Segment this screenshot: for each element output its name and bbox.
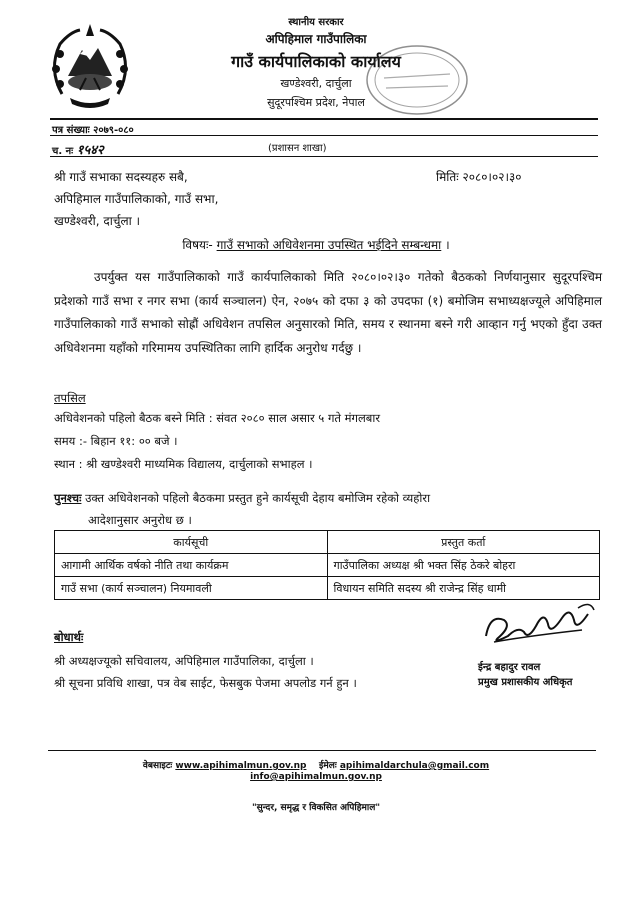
agenda-table-header <box>55 531 600 554</box>
addressee-line: श्री गाउँ सभाका सदस्यहरु सबै, <box>54 170 188 184</box>
presenter-column-header: प्रस्तुत कर्ता <box>327 531 600 554</box>
tapsil-heading: तपसिल <box>54 391 86 405</box>
addressee-line: खण्डेश्वरी, दार्चुला । <box>54 214 141 228</box>
branch-label: (प्रशासन शाखा) <box>268 143 327 154</box>
dispatch-number-label: च. नः <box>52 146 74 157</box>
addressee-line: अपिहिमाल गाउँपालिकाको, गाउँ सभा, <box>54 192 219 206</box>
subject-line <box>0 236 632 253</box>
tapsil-block <box>54 388 602 474</box>
agenda-table <box>54 530 600 600</box>
header-divider <box>50 118 598 120</box>
subject-text: गाउँ सभाको अधिवेशनमा उपस्थित भईदिने सम्बन्धमा <box>216 238 442 252</box>
cc-heading: बोधार्थः <box>54 630 84 644</box>
postscript-text-cont: आदेशानुसार अनुरोध छ । <box>88 513 192 527</box>
agenda-cell: आगामी आर्थिक वर्षको नीति तथा कार्यक्रम <box>55 554 328 577</box>
email-label: ईमेलः <box>318 761 337 771</box>
postscript-line <box>54 488 602 508</box>
reference-bottom-divider <box>50 156 598 157</box>
footer-divider <box>48 750 596 751</box>
cc-block <box>54 626 474 694</box>
email-link-secondary[interactable]: info@apihimalmun.gov.np <box>250 772 382 782</box>
reference-divider <box>50 135 598 136</box>
footer-email-secondary <box>0 772 632 782</box>
postscript-text: उक्त अधिवेशनको पहिलो बैठकमा प्रस्तुत हुने कार्यसूची देहाय बमोजिम रहेको व्यहोरा <box>85 491 431 505</box>
signatory-title: प्रमुख प्रशासकीय अधिकृत <box>478 677 573 688</box>
subject-end: । <box>445 238 450 252</box>
cc-line: श्री अध्यक्षज्यूको सचिवालय, अपिहिमाल गाउँपालिका, दार्चुला । <box>54 654 314 668</box>
cc-line: श्री सूचना प्रविधि शाखा, पत्र वेब साईट, फेसबुक पेजमा अपलोड गर्न हुन । <box>54 676 357 690</box>
dispatch-number-handwritten: १५४२ <box>76 143 104 158</box>
email-link[interactable]: apihimaldarchula@gmail.com <box>339 761 490 771</box>
letterhead-office-title: गाउँ कार्यपालिकाको कार्यालय <box>231 52 401 71</box>
letter-date: मितिः २०८०।०२।३० <box>436 170 522 184</box>
postscript-label: पुनश्चः <box>54 491 82 505</box>
tapsil-time: समय :- बिहान ११: ०० बजे । <box>54 434 178 448</box>
addressee-block <box>54 168 374 230</box>
body-paragraph <box>54 266 602 360</box>
office-stamp <box>362 40 472 120</box>
agenda-cell: गाउँ सभा (कार्य सञ्चालन) नियमावली <box>55 577 328 600</box>
table-row <box>55 554 600 577</box>
letterhead-line-local-government: स्थानीय सरकार <box>288 17 344 28</box>
tapsil-meeting-date: अधिवेशनको पहिलो बैठक बस्ने मिति : संवत २०८० साल असार ५ गते मंगलबार <box>54 411 381 425</box>
handwritten-signature <box>478 596 598 656</box>
subject-label: विषयः- <box>182 238 213 252</box>
website-label: वेबसाइटः <box>142 761 173 771</box>
letterhead-line-location: खण्डेश्वरी, दार्चुला <box>280 77 352 90</box>
body-text: उपर्युक्त यस गाउँपालिकाको गाउँ कार्यपालिकाको मिति २०८०।०२।३० गतेको बैठकको निर्णयानुसार सुदूरपश्चिम प्रदेशको गाउँ सभा र नगर सभा (कार्य सञ्चालन) ऐन, २०७५ को दफा ३ को उपदफा (१) बमोजिम सभाध्यक्षज्यूले अपिहिमाल गाउँपालिकाको गाउँ सभाको सोह्रौं अधिवेशन तपसिल अनुसारको मिति, समय र स्थानमा बस्ने गरी आव्हान गर्नु भएको हुँदा उक्त अधिवेशनमा यहाँको गरिमामय उपस्थितिका लागि हार्दिक अनुरोध गर्दछु । <box>54 270 602 355</box>
presenter-cell: विधायन समिति सदस्य श्री राजेन्द्र सिंह धामी <box>327 577 600 600</box>
tapsil-venue: स्थान : श्री खण्डेश्वरी माध्यमिक विद्यालय, दार्चुलाको सभाहल । <box>54 457 313 471</box>
footer-contacts <box>0 758 632 771</box>
agenda-column-header: कार्यसूची <box>55 531 328 554</box>
footer-slogan: "सुन्दर, समृद्ध र विकसित अपिहिमाल" <box>251 803 381 813</box>
presenter-cell: गाउँपालिका अध्यक्ष श्री भक्त सिंह ठेकरे बोहरा <box>327 554 600 577</box>
postscript-block <box>54 488 602 530</box>
signatory-name: ईन्द्र बहादुर रावल <box>478 662 541 673</box>
signatory-block <box>478 660 618 690</box>
letterhead-line-municipality: अपिहिमाल गाउँपालिका <box>265 32 367 46</box>
website-link[interactable]: www.apihimalmun.gov.np <box>175 761 307 771</box>
letterhead-line-province: सुदूरपश्चिम प्रदेश, नेपाल <box>267 96 365 109</box>
letter-number: पत्र संख्याः २०७९-०८० <box>52 125 134 136</box>
